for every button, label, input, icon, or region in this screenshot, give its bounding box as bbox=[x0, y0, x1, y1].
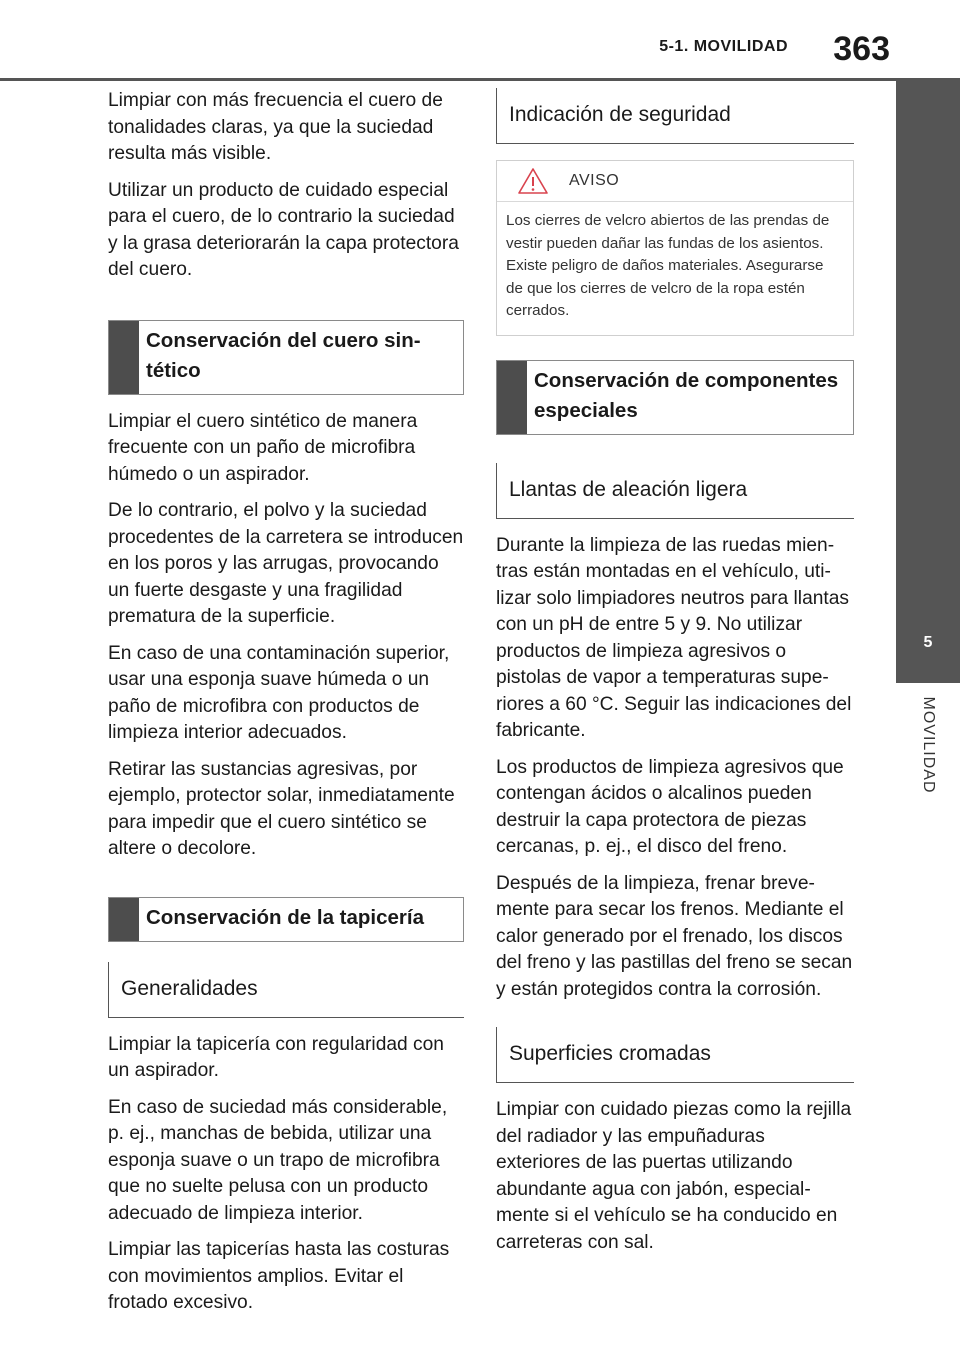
subheading-text: Generalidades bbox=[121, 976, 258, 1000]
chapter-tab[interactable] bbox=[896, 603, 960, 683]
subheading-text: Indicación de seguridad bbox=[509, 103, 731, 126]
paragraph: En caso de suciedad más considerable, p. ej., manchas de bebida, utilizar una esponja suave o un trapo de microfibra que no suelte pelusa con un producto adecuado de limpieza interior. bbox=[108, 1096, 448, 1224]
subheading-safety bbox=[496, 88, 854, 144]
paragraph: Limpiar el cuero sintético de manera frecuente con un paño de microfibra húmedo o un aspirador. bbox=[108, 410, 418, 485]
subheading-text: Superficies cromadas bbox=[509, 1042, 711, 1065]
chapter-number: 5 bbox=[923, 634, 933, 651]
paragraph: Después de la limpieza, frenar brevemente para secar los frenos. Mediante el calor generado por el frenado, los discos del freno y las pastillas del freno se secan y están protegidos contra la corrosión. bbox=[496, 872, 853, 1000]
paragraph: Limpiar las tapicerías hasta las costuras con movimientos amplios. Evitar el frotado excesivo. bbox=[108, 1239, 450, 1313]
section-heading-upholstery bbox=[108, 897, 464, 942]
header-divider bbox=[0, 78, 960, 81]
paragraph: Retirar las sustancias agresivas, por ejemplo, protector solar, inmediatamente para impedir que el cuero sintético se altere o decolore. bbox=[108, 758, 455, 859]
side-bar bbox=[896, 78, 960, 603]
warning-text: Los cierres de velcro abiertos de las prendas de vestir pueden dañar las fundas de los asientos. Existe peligro de daños materiales. Asegurarse de que los cierres de velcro de la ropa estén cerrados. bbox=[506, 212, 830, 319]
heading-bar bbox=[109, 898, 139, 941]
section-heading-synthetic-leather bbox=[108, 320, 464, 395]
section-title: 5-1. MOVILIDAD bbox=[659, 38, 788, 55]
warning-header bbox=[497, 161, 853, 202]
left-column bbox=[108, 88, 464, 1327]
paragraph: Limpiar con cuidado piezas como la rejilla del radiador y las empuñaduras exteriores de las puertas utilizando abundante agua con jabón, especialmente si el vehículo se ha conducido en carreteras con sal. bbox=[496, 1099, 852, 1253]
paragraph: Limpiar con más frecuencia el cuero de tonalidades claras, ya que la suciedad resulta más visible. bbox=[108, 90, 443, 164]
chapter-label-text: MOVILIDAD bbox=[920, 696, 937, 794]
section-heading-special-components bbox=[496, 360, 854, 435]
heading-text: Conservación del cuero sintético bbox=[146, 328, 421, 382]
paragraph: Utilizar un producto de cuidado especial para el cuero, de lo contrario la suciedad y la grasa deteriorarán la capa protectora del cuero. bbox=[108, 179, 459, 280]
subheading-chrome-surfaces bbox=[496, 1027, 854, 1083]
warning-triangle-icon bbox=[517, 167, 549, 195]
warning-title: AVISO bbox=[569, 172, 620, 189]
paragraph: Limpiar la tapicería con regularidad con un aspirador. bbox=[108, 1033, 444, 1081]
paragraph: En caso de una contaminación superior, usar una esponja suave húmeda o un paño de microfibra con productos de limpieza interior adecuados. bbox=[108, 642, 450, 743]
subheading-general bbox=[108, 962, 464, 1018]
subheading-text: Llantas de aleación ligera bbox=[509, 477, 748, 501]
right-column bbox=[496, 88, 854, 1266]
heading-bar bbox=[497, 361, 527, 434]
page-number: 363 bbox=[833, 30, 890, 68]
paragraph: Los productos de limpieza agresivos que contengan ácidos o alcalinos pueden destruir la capa protectora de piezas cercanas, p. ej., el disco del freno. bbox=[496, 756, 844, 857]
heading-text: Conservación de componentes especiales bbox=[534, 368, 839, 422]
heading-bar bbox=[109, 321, 139, 394]
warning-box bbox=[496, 160, 854, 336]
subheading-alloy-wheels bbox=[496, 463, 854, 519]
paragraph: De lo contrario, el polvo y la suciedad procedentes de la carretera se introducen en los poros y las arrugas, provocando un fuerte desgaste y una fragilidad prematura de la superficie. bbox=[108, 500, 464, 627]
heading-text: Conservación de la tapicería bbox=[146, 905, 425, 929]
paragraph: Durante la limpieza de las ruedas mientras están montadas en el vehículo, utilizar solo limpiadores neutros para llantas con un pH de entre 5 y 9. No utilizar productos de limpieza agresivos o pistolas de vapor a temperaturas superiores a 60 °C. Seguir las indicaciones del fabricante. bbox=[496, 534, 852, 741]
